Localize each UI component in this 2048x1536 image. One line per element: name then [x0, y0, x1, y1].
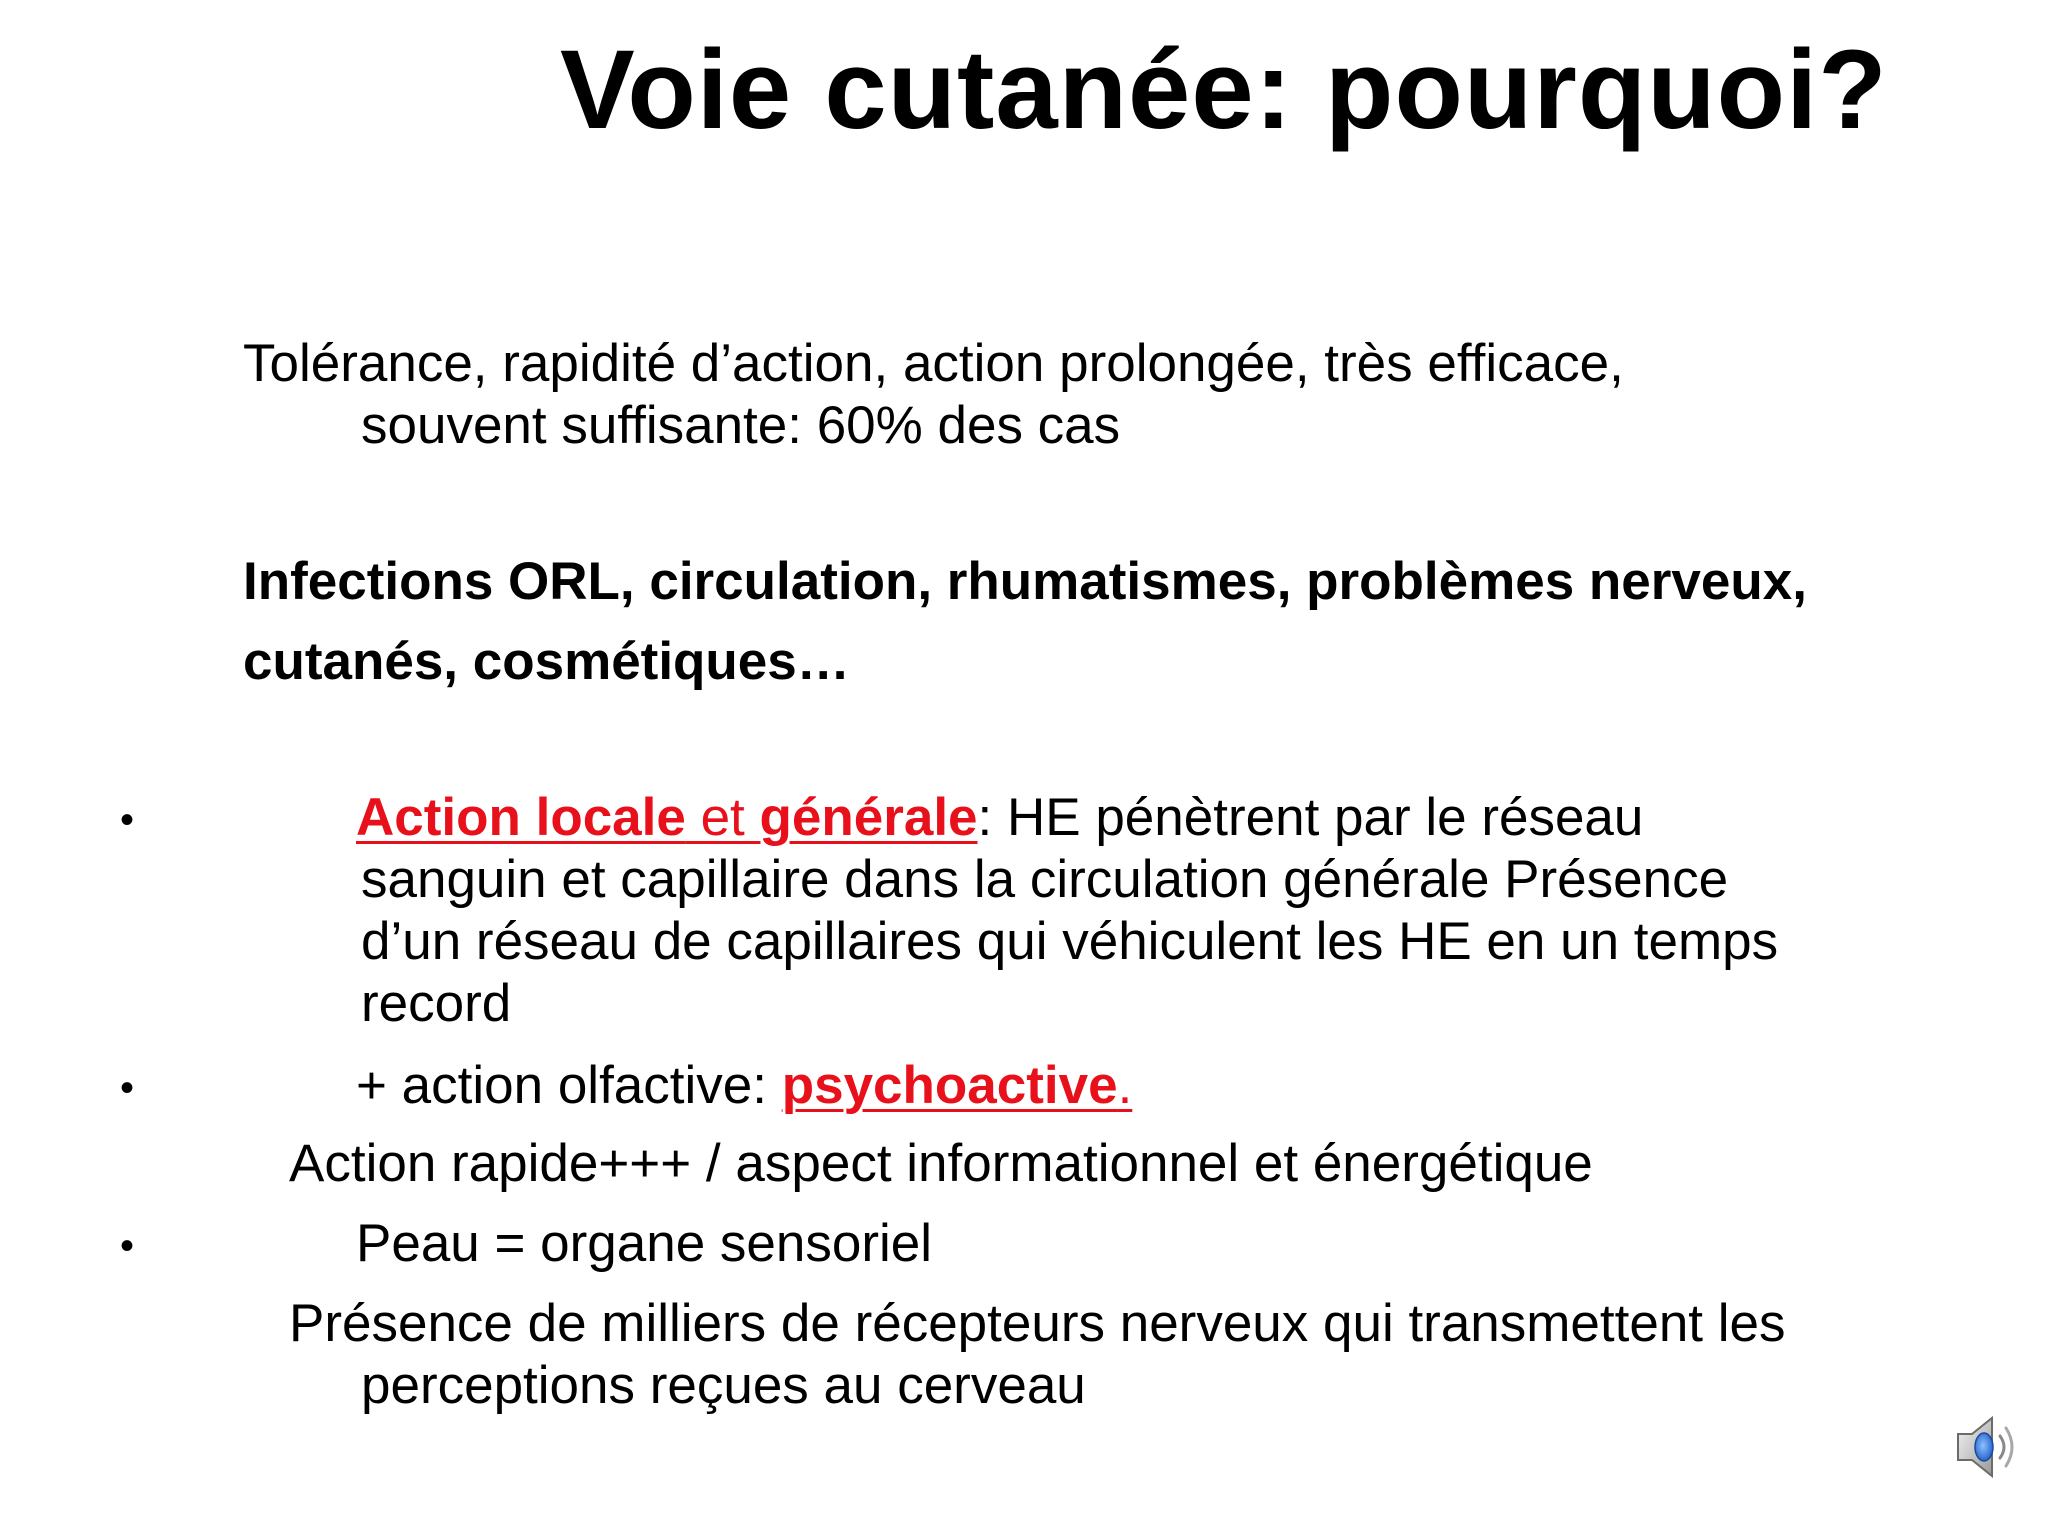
generale-highlight: générale — [759, 788, 978, 847]
bullet-2-prefix: + action olfactive: — [356, 1056, 782, 1115]
bullet-1-line-2: sanguin et capillaire dans la circulation générale Présence — [361, 850, 1729, 909]
connector-et: et — [685, 788, 760, 847]
receptors-line-2: perceptions reçues au cerveau — [361, 1356, 1086, 1415]
intro-line-2: souvent suffisante: 60% des cas — [361, 396, 1121, 455]
bullet-marker-1: • — [120, 798, 135, 842]
intro-line-1: Tolérance, rapidité d’action, action prolongée, très efficace, — [243, 334, 1624, 393]
indications-line-1: Infections ORL, circulation, rhumatismes, problèmes nerveux, — [243, 552, 1807, 611]
bullet-1-line-4: record — [361, 974, 512, 1033]
bullet-1-line-3: d’un réseau de capillaires qui véhiculent les HE en un temps — [361, 912, 1779, 971]
bullet-marker-2: • — [120, 1066, 135, 1110]
action-locale-highlight: Action locale — [356, 788, 686, 847]
slide-title: Voie cutanée: pourquoi? — [560, 27, 1888, 152]
speaker-icon[interactable] — [1950, 1412, 2020, 1482]
bullet-1-rest: : HE pénètrent par le réseau — [977, 788, 1644, 847]
bullet-2-suffix: . — [1117, 1056, 1133, 1115]
bullet-2-line — [356, 1054, 1132, 1117]
bullet-marker-3: • — [120, 1224, 135, 1268]
psychoactive-highlight: psychoactive — [781, 1056, 1118, 1115]
action-rapide-line: Action rapide+++ / aspect informationnel et énergétique — [289, 1134, 1593, 1193]
indications-line-2: cutanés, cosmétiques… — [243, 632, 850, 691]
receptors-line-1: Présence de milliers de récepteurs nerveux qui transmettent les — [289, 1294, 1786, 1353]
bullet-1-line-1 — [356, 786, 1643, 849]
bullet-3-line: Peau = organe sensoriel — [356, 1214, 933, 1273]
